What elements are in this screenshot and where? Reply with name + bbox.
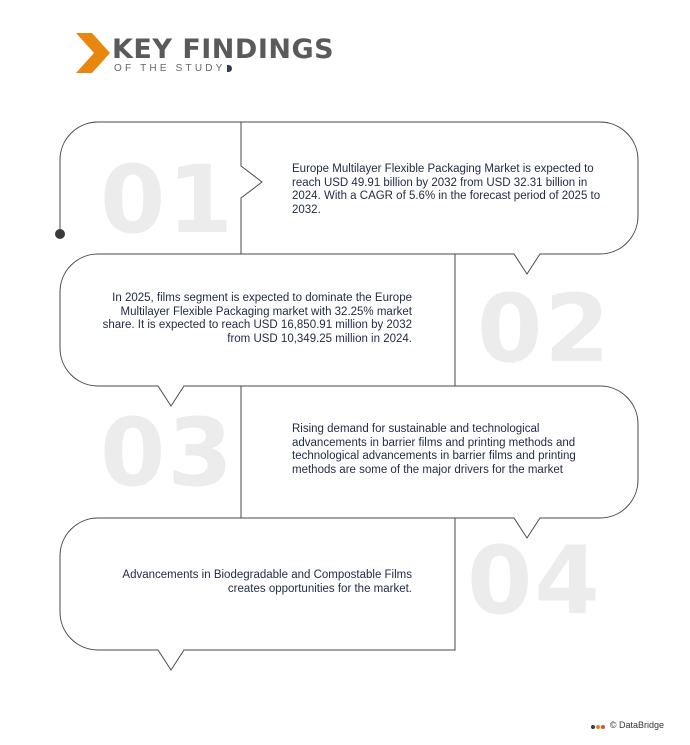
finding-text: Rising demand for sustainable and technological advancements in barrier films and printing methods and technological advancements in barrier films and printing methods are some of the major drivers for the market bbox=[292, 423, 576, 476]
footer bbox=[591, 720, 664, 731]
timeline-start-dot bbox=[55, 229, 65, 239]
finding-number: 04 bbox=[467, 527, 602, 636]
finding-text: In 2025, films segment is expected to dominate the Europe Multilayer Flexible Packaging market with 32.25% market share. It is expected to reach USD 16,850.91 million by 2032 from USD 10,349.25 million in 2024. bbox=[102, 292, 412, 345]
subtitle-text: OF THE STUDY bbox=[114, 63, 226, 74]
brand-dots-icon bbox=[591, 721, 606, 731]
page-title: KEY FINDINGS bbox=[112, 34, 335, 65]
finding-text: Europe Multilayer Flexible Packaging Market is expected to reach USD 49.91 billion by 2032 from USD 32.31 billion in 2024. With a CAGR of 5.6% in the forecast period of 2025 to 2032. bbox=[292, 163, 601, 216]
finding-text: Advancements in Biodegradable and Compostable Films creates opportunities for the market. bbox=[122, 569, 412, 595]
footer-brand: © DataBridge bbox=[609, 720, 664, 730]
finding-number: 01 bbox=[100, 146, 235, 255]
finding-number: 02 bbox=[477, 275, 612, 384]
finding-number: 03 bbox=[100, 399, 235, 508]
